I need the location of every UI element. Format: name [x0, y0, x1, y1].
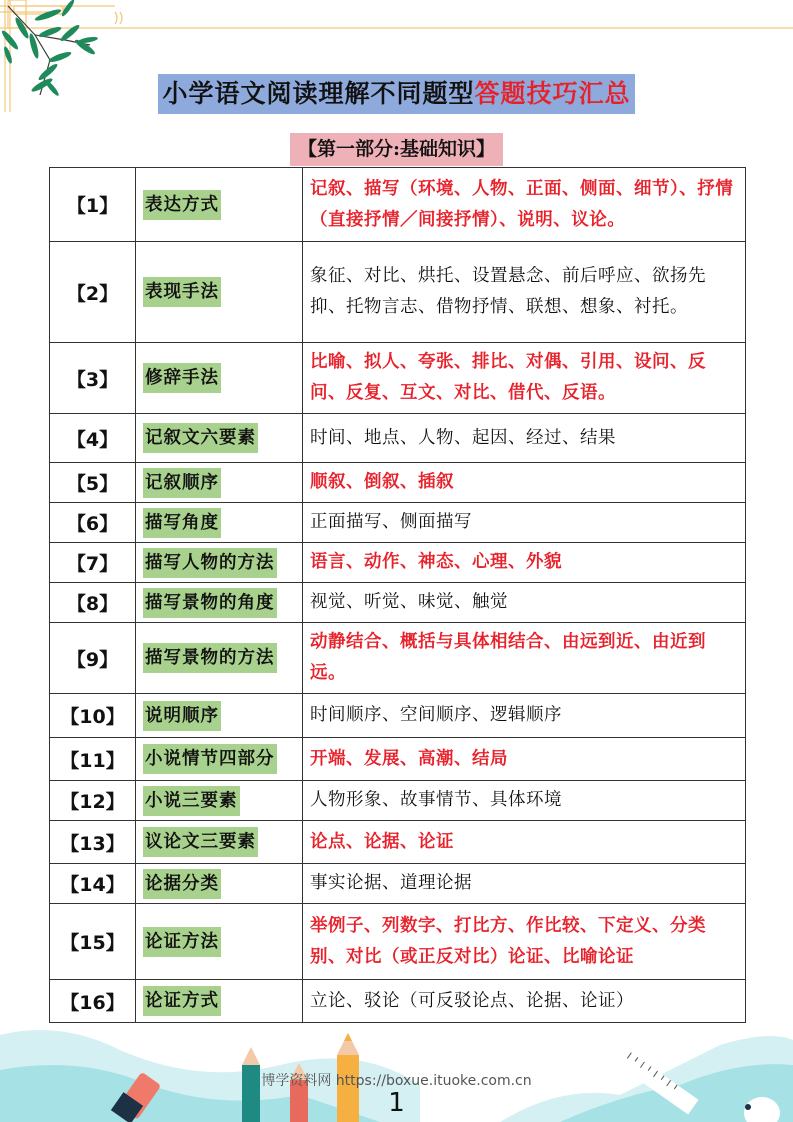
table-row	[50, 738, 746, 781]
row-label: 描写景物的方法	[143, 643, 277, 673]
row-label-cell	[136, 503, 303, 543]
table-row	[50, 623, 746, 694]
row-content: 论点、论据、论证	[303, 821, 746, 864]
row-content: 记叙、描写（环境、人物、正面、侧面、细节）、抒情（直接抒情／间接抒情）、说明、议论。	[303, 168, 746, 242]
row-label: 描写角度	[143, 508, 221, 538]
row-content: 事实论据、道理论据	[303, 864, 746, 904]
row-content: 象征、对比、烘托、设置悬念、前后呼应、欲扬先抑、托物言志、借物抒情、联想、想象、衬托。	[303, 242, 746, 343]
row-label-cell	[136, 343, 303, 414]
row-number: 【11】	[50, 738, 136, 781]
table-row	[50, 463, 746, 503]
row-number: 【4】	[50, 414, 136, 463]
row-content: 举例子、列数字、打比方、作比较、下定义、分类别、对比（或正反对比）论证、比喻论证	[303, 904, 746, 980]
table-row	[50, 980, 746, 1023]
row-label: 修辞手法	[143, 363, 221, 393]
row-number: 【5】	[50, 463, 136, 503]
knowledge-table	[49, 167, 746, 1023]
row-label: 表现手法	[143, 277, 221, 307]
row-content: 人物形象、故事情节、具体环境	[303, 781, 746, 821]
row-content: 视觉、听觉、味觉、触觉	[303, 583, 746, 623]
row-label-cell	[136, 980, 303, 1023]
page-title-highlight: 答题技巧汇总	[474, 79, 631, 108]
row-label-cell	[136, 904, 303, 980]
table-row	[50, 821, 746, 864]
table-row	[50, 343, 746, 414]
row-number: 【16】	[50, 980, 136, 1023]
row-label: 论据分类	[143, 869, 221, 899]
row-label: 表达方式	[143, 190, 221, 220]
row-label-cell	[136, 242, 303, 343]
row-content: 语言、动作、神态、心理、外貌	[303, 543, 746, 583]
row-content: 顺叙、倒叙、插叙	[303, 463, 746, 503]
row-number: 【7】	[50, 543, 136, 583]
row-number: 【8】	[50, 583, 136, 623]
row-content: 动静结合、概括与具体相结合、由远到近、由近到远。	[303, 623, 746, 694]
page-title	[158, 74, 634, 114]
section-heading: 【第一部分:基础知识】	[290, 133, 503, 166]
row-label: 记叙顺序	[143, 468, 221, 498]
row-content: 开端、发展、高潮、结局	[303, 738, 746, 781]
row-label: 记叙文六要素	[143, 423, 258, 453]
table-row	[50, 543, 746, 583]
table-row	[50, 904, 746, 980]
row-number: 【12】	[50, 781, 136, 821]
row-label-cell	[136, 864, 303, 904]
row-label: 论证方式	[143, 986, 221, 1016]
title-container	[0, 74, 793, 114]
row-number: 【9】	[50, 623, 136, 694]
row-content: 立论、驳论（可反驳论点、论据、论证）	[303, 980, 746, 1023]
row-label-cell	[136, 463, 303, 503]
row-label-cell	[136, 821, 303, 864]
page-title-main: 小学语文阅读理解不同题型	[162, 79, 475, 108]
row-label: 议论文三要素	[143, 827, 258, 857]
row-label-cell	[136, 168, 303, 242]
table-row	[50, 583, 746, 623]
row-content: 时间、地点、人物、起因、经过、结果	[303, 414, 746, 463]
knowledge-table-body	[50, 168, 746, 1023]
row-label: 小说情节四部分	[143, 744, 277, 774]
watermark-text: 博学资料网 https://boxue.ituoke.com.cn	[261, 1073, 532, 1089]
row-label-cell	[136, 543, 303, 583]
page-number: 1	[388, 1088, 405, 1118]
table-row	[50, 864, 746, 904]
row-label-cell	[136, 414, 303, 463]
row-label: 小说三要素	[143, 786, 240, 816]
table-row	[50, 503, 746, 543]
row-label-cell	[136, 781, 303, 821]
row-number: 【15】	[50, 904, 136, 980]
row-content: 时间顺序、空间顺序、逻辑顺序	[303, 694, 746, 738]
row-number: 【6】	[50, 503, 136, 543]
row-label: 论证方法	[143, 927, 221, 957]
section-heading-container	[0, 133, 793, 166]
table-row	[50, 781, 746, 821]
table-row	[50, 414, 746, 463]
row-content: 正面描写、侧面描写	[303, 503, 746, 543]
row-number: 【13】	[50, 821, 136, 864]
row-number: 【1】	[50, 168, 136, 242]
row-number: 【2】	[50, 242, 136, 343]
table-row	[50, 694, 746, 738]
row-label-cell	[136, 738, 303, 781]
table-row	[50, 168, 746, 242]
row-label-cell	[136, 694, 303, 738]
row-label-cell	[136, 583, 303, 623]
row-label: 描写景物的角度	[143, 588, 277, 618]
row-label-cell	[136, 623, 303, 694]
row-number: 【14】	[50, 864, 136, 904]
row-content: 比喻、拟人、夸张、排比、对偶、引用、设问、反问、反复、互文、对比、借代、反语。	[303, 343, 746, 414]
row-label: 说明顺序	[143, 701, 221, 731]
row-number: 【3】	[50, 343, 136, 414]
row-label: 描写人物的方法	[143, 548, 277, 578]
table-row	[50, 242, 746, 343]
row-number: 【10】	[50, 694, 136, 738]
